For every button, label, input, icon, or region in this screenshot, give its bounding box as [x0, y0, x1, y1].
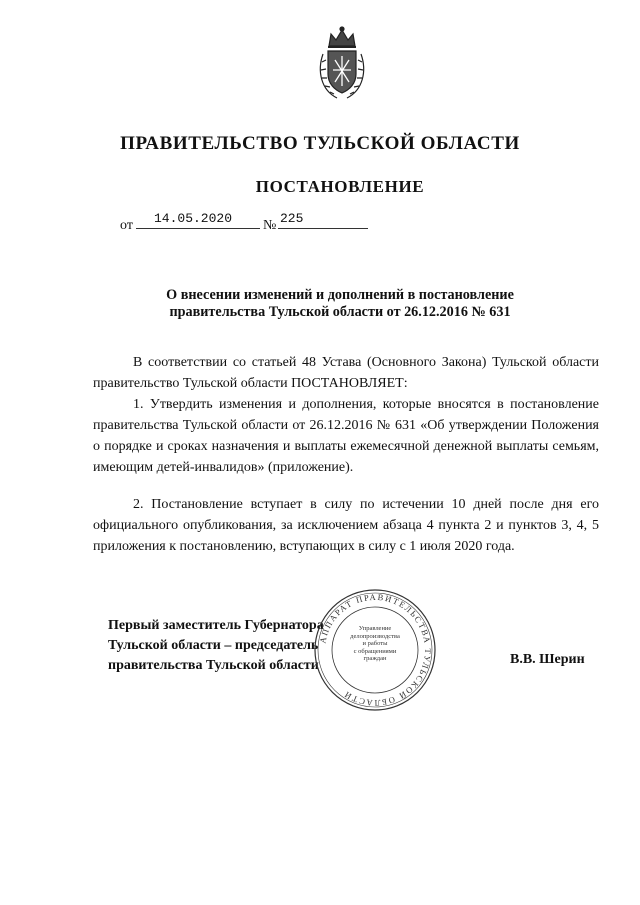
- signer-position-line-2: Тульской области – председатель: [108, 638, 319, 653]
- document-date: 14.05.2020: [136, 210, 260, 229]
- stamp-inner-line-5: граждан: [363, 655, 387, 663]
- date-number-line: [120, 210, 380, 232]
- signer-position: [108, 616, 324, 676]
- stamp-inner-text: [335, 625, 415, 663]
- subject-line-1: О внесении изменений и дополнений в постановление: [166, 287, 514, 303]
- government-title: ПРАВИТЕЛЬСТВО ТУЛЬСКОЙ ОБЛАСТИ: [120, 133, 520, 154]
- stamp-ring-text: АППАРАТ ПРАВИТЕЛЬСТВА ТУЛЬСКОЙ ОБЛАСТИ: [317, 591, 434, 709]
- stamp-inner-line-4: с обращениями: [353, 647, 397, 655]
- signer-position-line-3: правительства Тульской области: [108, 658, 319, 673]
- stamp-inner-line-3: и работы: [362, 640, 388, 648]
- signer-position-line-1: Первый заместитель Губернатора: [108, 618, 324, 633]
- stamp-inner-line-1: Управление: [358, 625, 392, 632]
- paragraph-item-1: 1. Утвердить изменения и дополнения, которые вносятся в постановление правительства Тульской области от 26.12.2016 № 631 «Об утверждении Положения о порядке и сроках назначения и выплаты ежемесячной денежной выплаты семьям, имеющим детей-инвалидов» (приложение).: [93, 397, 599, 475]
- paragraph-intro: В соответствии со статьей 48 Устава (Основного Закона) Тульской области правительство Тульской области ПОСТАНОВЛЯЕТ:: [93, 355, 599, 391]
- number-prefix: №: [263, 218, 277, 233]
- signer-name: В.В. Шерин: [510, 652, 585, 667]
- document-subject: [100, 287, 580, 321]
- date-prefix: от: [120, 218, 133, 233]
- paragraph-item-2: 2. Постановление вступает в силу по истечении 10 дней после дня его официального опубликования, за исключением абзаца 4 пункта 2 и пунктов 3, 4, 5 приложения к постановлению, вступающих в силу с 1 июля 2020 года.: [93, 497, 599, 554]
- stamp-inner-line-2: делопроизводства: [350, 632, 400, 640]
- subject-line-2: правительства Тульской области от 26.12.2016 № 631: [169, 304, 511, 320]
- document-type: ПОСТАНОВЛЕНИЕ: [255, 177, 425, 196]
- coat-of-arms-emblem: [315, 26, 369, 102]
- document-number: 225: [278, 210, 368, 229]
